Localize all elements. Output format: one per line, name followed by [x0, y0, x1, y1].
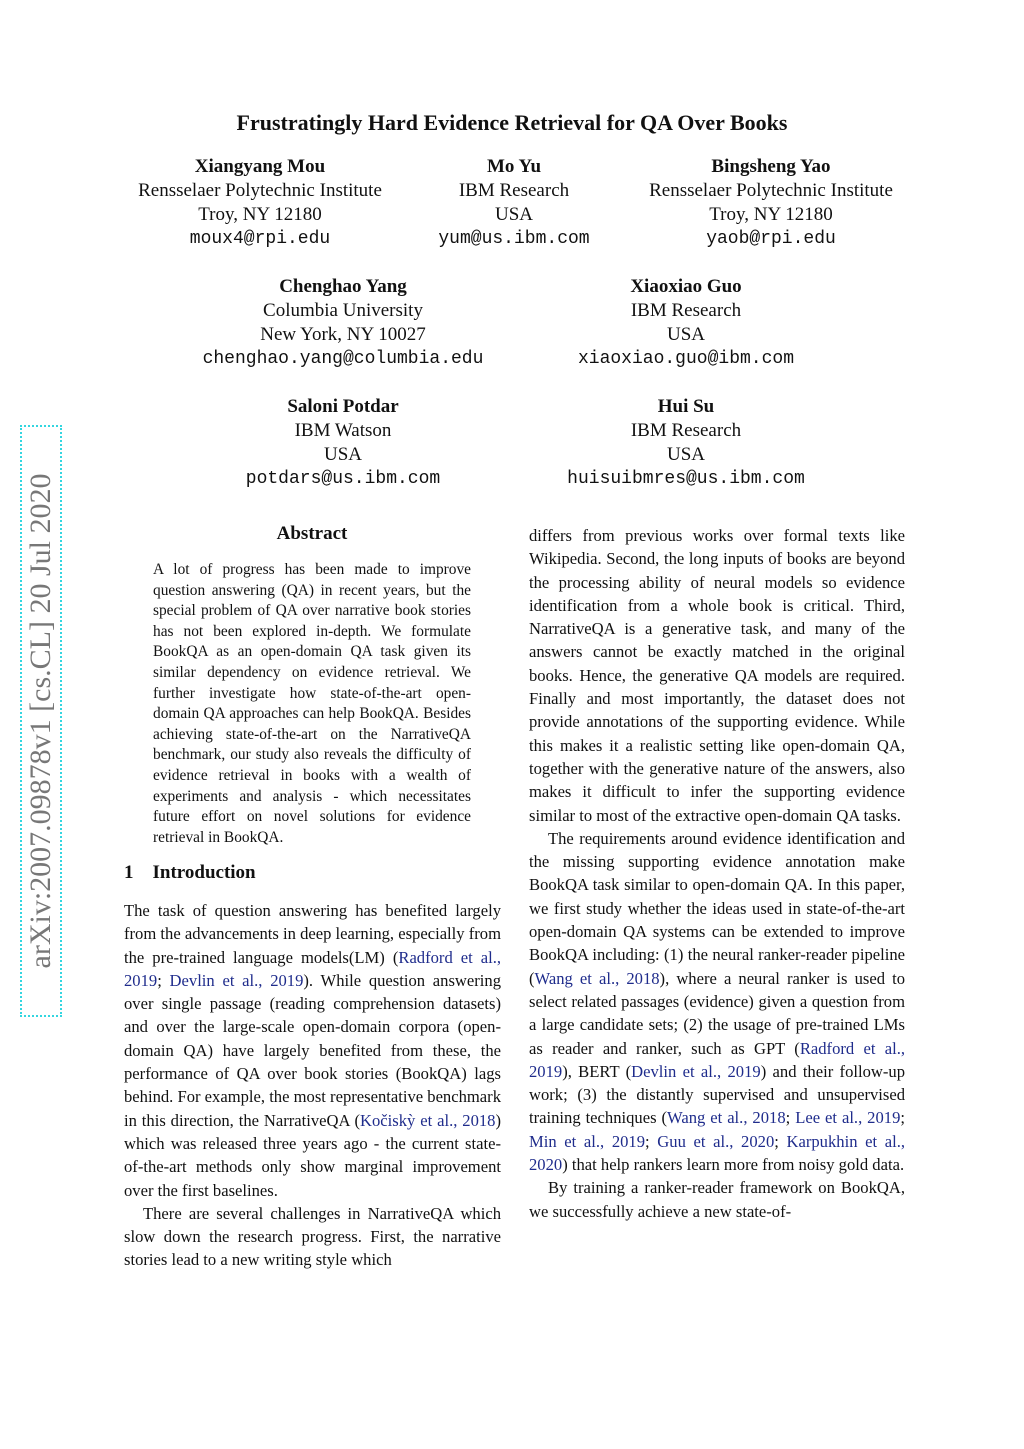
- left-column: [124, 899, 501, 1272]
- paragraph: [124, 899, 501, 1202]
- author-email[interactable]: potdars@us.ibm.com: [245, 469, 441, 489]
- author-name: Mo Yu: [486, 156, 542, 177]
- paragraph-text: ), where a neural ranker is used to select related passages (evidence) given a question from a large candidate sets; (2) the usage of pre-trained LMs as reader and ranker, such as GPT (: [529, 968, 905, 1058]
- paper-title: Frustratingly Hard Evidence Retrieval for QA Over Books: [236, 110, 788, 135]
- author-affiliation: Rensselaer Polytechnic Institute: [138, 180, 382, 201]
- author-location: Troy, NY 12180: [198, 204, 322, 225]
- author-affiliation: Columbia University: [263, 300, 423, 321]
- paragraph: [529, 827, 905, 1176]
- author-location: USA: [494, 204, 533, 225]
- author-name: Saloni Potdar: [287, 396, 399, 417]
- author-name: Xiangyang Mou: [194, 156, 326, 177]
- author-block: [611, 155, 931, 251]
- paragraph-text: ;: [157, 970, 170, 990]
- paragraph-text: ) which was released three years ago - the current state-of-the-art methods only show marginal improvement over the first baselines.: [124, 1110, 501, 1200]
- author-location: Troy, NY 12180: [709, 204, 833, 225]
- citation-link[interactable]: Radford et al., 2019: [529, 1038, 906, 1081]
- paragraph-text: ), BERT (: [562, 1061, 632, 1081]
- paragraph-text: ) and their follow-up work; (3) the distantly supervised and unsupervised training techniques (: [529, 1061, 905, 1128]
- paragraph-text: ;: [645, 1131, 658, 1151]
- author-block: [526, 275, 846, 371]
- author-email[interactable]: yum@us.ibm.com: [438, 229, 590, 249]
- author-location: USA: [666, 444, 705, 465]
- author-location: USA: [666, 324, 705, 345]
- author-affiliation: IBM Research: [458, 180, 570, 201]
- author-affiliation: IBM Research: [630, 300, 742, 321]
- paragraph-text: ;: [900, 1108, 905, 1128]
- author-email[interactable]: yaob@rpi.edu: [706, 229, 836, 249]
- citation-link[interactable]: Devlin et al., 2019: [631, 1061, 761, 1081]
- citation-link[interactable]: Wang et al., 2018: [667, 1108, 786, 1128]
- author-location: New York, NY 10027: [260, 324, 426, 345]
- author-name: Bingsheng Yao: [711, 156, 831, 177]
- paragraph-text: The requirements around evidence identification and the missing supporting evidence annotation make BookQA task similar to open-domain QA. In this paper, we first study whether the ideas used in state-of-the-art open-domain QA systems can be extended to improve BookQA including: (1) the neural ranker-reader pipeline (: [529, 828, 905, 988]
- author-affiliation: IBM Watson: [294, 420, 392, 441]
- author-location: USA: [323, 444, 362, 465]
- author-email[interactable]: chenghao.yang@columbia.edu: [202, 349, 484, 369]
- arxiv-id: arXiv:2007.09878v1 [cs.CL] 20 Jul 2020: [24, 473, 57, 969]
- author-email[interactable]: moux4@rpi.edu: [189, 229, 331, 249]
- citation-link[interactable]: Lee et al., 2019: [795, 1108, 901, 1128]
- paragraph-text: ). While question answering over single passage (reading comprehension datasets) and over the large-scale open-domain corpora (open-domain QA) have largely benefited from these, the performance of QA over book stories (BookQA) lags behind. For example, the most representative benchmark in this direction, the NarrativeQA (: [124, 970, 502, 1130]
- citation-link[interactable]: Min et al., 2019: [529, 1131, 646, 1151]
- paragraph: There are several challenges in NarrativeQA which slow down the research progress. First, the narrative stories lead to a new writing style which: [124, 1203, 501, 1270]
- author-name: Hui Su: [657, 396, 715, 417]
- paragraph-text: The task of question answering has benefited largely from the advancements in deep learning, especially from the pre-trained language models(LM) (: [124, 901, 501, 967]
- paragraph-text: ;: [774, 1131, 787, 1151]
- citation-link[interactable]: Wang et al., 2018: [534, 968, 660, 988]
- paragraph: differs from previous works over formal texts like Wikipedia. Second, the long inputs of books are beyond the processing ability of neural models so evidence identification from a whole book is critical. Third, NarrativeQA is a generative task, and many of the answers cannot be exactly matched in the original books. Hence, the generative QA models are required. Finally and most importantly, the dataset does not provide annotations of the supporting evidence. While this makes it a realistic setting like open-domain QA, together with the generative nature of the answers, also makes it difficult to infer the supporting evidence similar to most of the extractive open-domain QA tasks.: [529, 526, 905, 825]
- citation-link[interactable]: Guu et al., 2020: [657, 1131, 775, 1151]
- right-column: [529, 524, 905, 1223]
- arxiv-stamp[interactable]: [20, 425, 62, 1017]
- section-title: Introduction: [152, 862, 256, 883]
- citation-link[interactable]: Devlin et al., 2019: [169, 970, 304, 990]
- author-affiliation: Rensselaer Polytechnic Institute: [649, 180, 893, 201]
- author-email[interactable]: huisuibmres@us.ibm.com: [567, 469, 805, 489]
- author-email[interactable]: xiaoxiao.guo@ibm.com: [577, 349, 795, 369]
- author-block: [183, 395, 503, 491]
- section-number: 1: [124, 862, 134, 883]
- paragraph-text: ) that help rankers learn more from noisy gold data.: [562, 1155, 905, 1175]
- citation-link[interactable]: Kočiskỳ et al., 2018: [360, 1110, 496, 1130]
- abstract-text: A lot of progress has been made to improve question answering (QA) in recent years, but the special problem of QA over narrative book stories has not been explored in-depth. We formulate BookQA as an open-domain QA task given its similar dependency on evidence retrieval. We further investigate how state-of-the-art open-domain QA approaches can help BookQA. Besides achieving state-of-the-art on the NarrativeQA benchmark, our study also reveals the difficulty of evidence retrieval in books with a wealth of experiments and analysis - which necessitates future effort on novel solutions for evidence retrieval in BookQA.: [153, 561, 471, 846]
- author-block: [526, 395, 846, 491]
- citation-link[interactable]: Radford et al., 2019: [124, 947, 502, 990]
- author-name: Chenghao Yang: [279, 276, 407, 297]
- author-block: [183, 275, 503, 371]
- section-heading: [124, 862, 256, 884]
- paragraph-text: ;: [785, 1108, 796, 1128]
- abstract-heading: Abstract: [276, 523, 348, 544]
- citation-link[interactable]: Karpukhin et al., 2020: [529, 1131, 906, 1175]
- author-affiliation: IBM Research: [630, 420, 742, 441]
- author-name: Xiaoxiao Guo: [630, 276, 742, 297]
- paragraph: By training a ranker-reader framework on BookQA, we successfully achieve a new state-of-: [529, 1178, 905, 1221]
